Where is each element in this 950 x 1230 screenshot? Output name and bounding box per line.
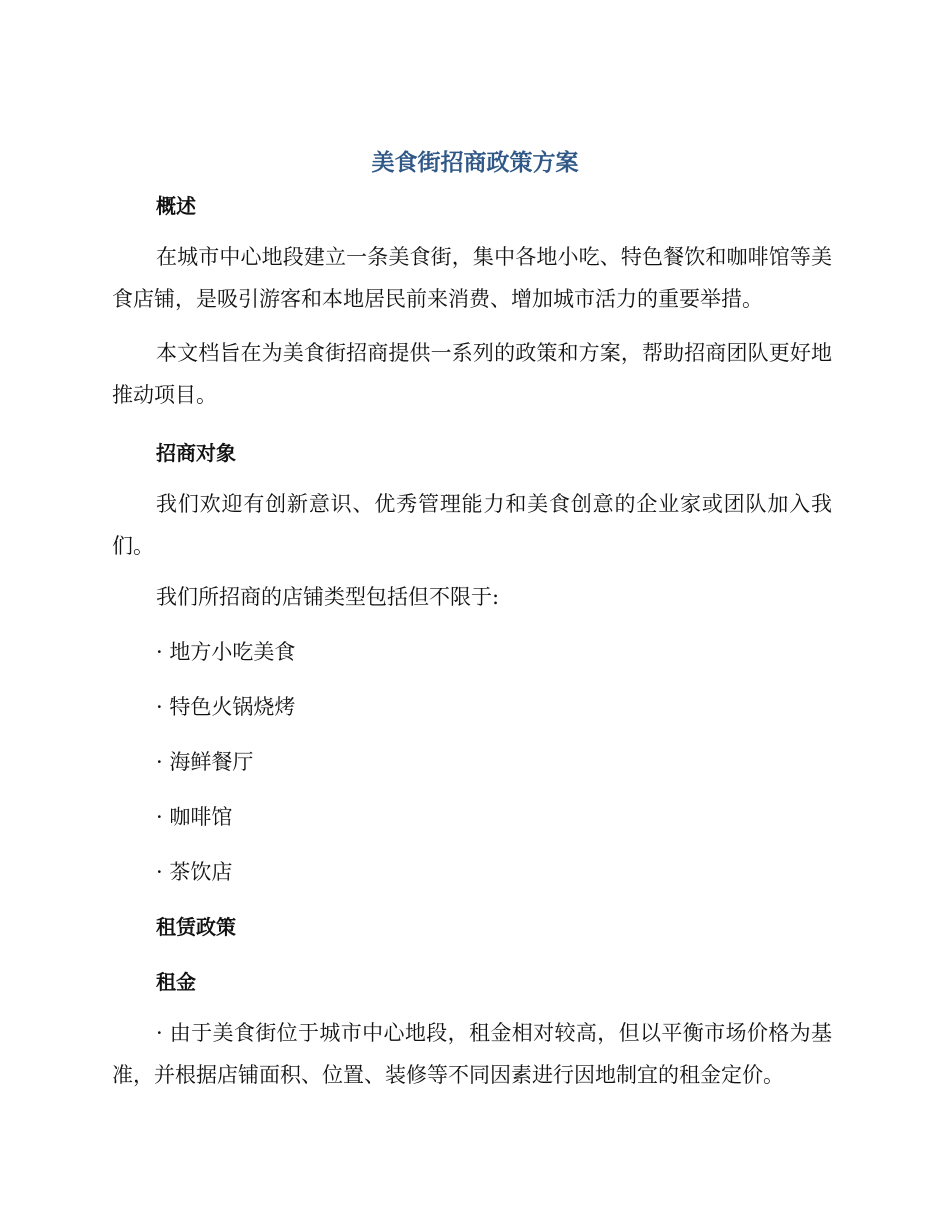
section-heading-overview: 概述	[156, 194, 196, 218]
section-heading-targets: 招商对象	[156, 441, 236, 465]
document-title: 美食街招商政策方案	[371, 150, 579, 176]
list-item: · 咖啡馆	[156, 805, 233, 829]
list-item: · 海鲜餐厅	[156, 750, 254, 774]
overview-paragraph-1: 在城市中心地段建立一条美食街，集中各地小吃、特色餐饮和咖啡馆等美食店铺，是吸引游客和本地居民前来消费、增加城市活力的重要举措。	[112, 245, 832, 311]
types-intro: 我们所招商的店铺类型包括但不限于:	[156, 585, 500, 609]
section-heading-lease: 租赁政策	[156, 915, 236, 939]
section-heading-rent: 租金	[156, 970, 196, 994]
list-item: · 特色火锅烧烤	[156, 695, 296, 719]
list-item: · 地方小吃美食	[156, 640, 296, 664]
list-item: · 茶饮店	[156, 860, 233, 884]
overview-paragraph-2: 本文档旨在为美食街招商提供一系列的政策和方案，帮助招商团队更好地推动项目。	[112, 341, 832, 407]
rent-paragraph-1: · 由于美食街位于城市中心地段，租金相对较高，但以平衡市场价格为基准，并根据店铺面积、位置、装修等不同因素进行因地制宜的租金定价。	[112, 1021, 832, 1087]
targets-paragraph-1: 我们欢迎有创新意识、优秀管理能力和美食创意的企业家或团队加入我们。	[112, 492, 832, 558]
document-body	[112, 188, 832, 1096]
